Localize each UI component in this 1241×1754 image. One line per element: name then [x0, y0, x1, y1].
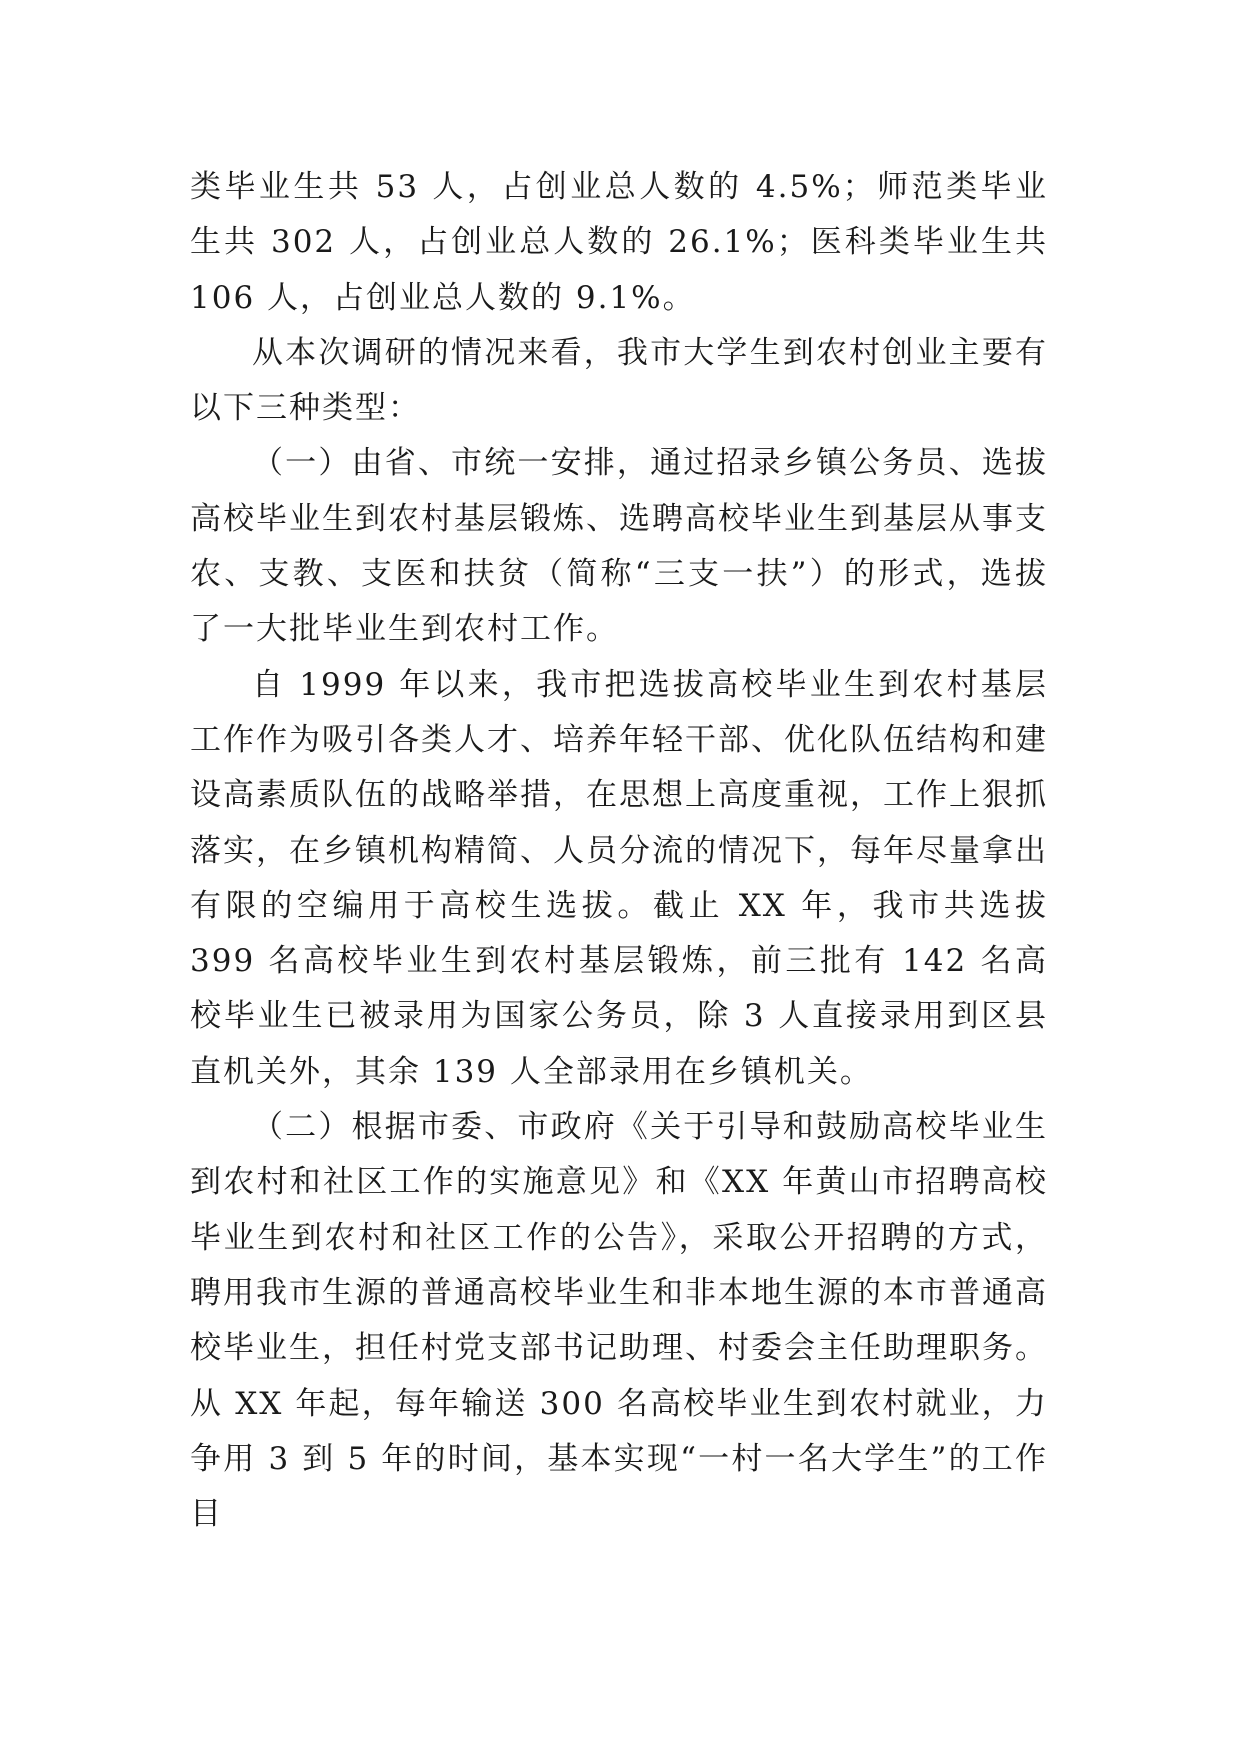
paragraph-type-one: （一）由省、市统一安排，通过招录乡镇公务员、选拔高校毕业生到农村基层锻炼、选聘高校毕业生到基层从事支农、支教、支医和扶贫（简称“三支一扶”）的形式，选拔了一大批毕业生到农村工作。 [190, 445, 1048, 648]
paragraph-survey-intro: 从本次调研的情况来看，我市大学生到农村创业主要有以下三种类型： [190, 334, 1048, 427]
document-body [190, 160, 1048, 1542]
paragraph-selection-history: 自 1999 年以来，我市把选拔高校毕业生到农村基层工作作为吸引各类人才、培养年轻干部、优化队伍结构和建设高素质队伍的战略举措，在思想上高度重视，工作上狠抓落实，在乡镇机构精简、人员分流的情况下，每年尽量拿出有限的空编用于高校生选拔。截止 XX 年，我市共选拔 399 名高校毕业生到农村基层锻炼，前三批有 142 名高校毕业生已被录用为国家公务员，除 3 人直接录用到区县直机关外，其余 139 人全部录用在乡镇机关。 [190, 666, 1048, 1090]
paragraph-enrollment-stats: 类毕业生共 53 人，占创业总人数的 4.5%；师范类毕业生共 302 人，占创业总人数的 26.1%；医科类毕业生共 106 人，占创业总人数的 9.1%。 [190, 169, 1048, 316]
paragraph-type-two: （二）根据市委、市政府《关于引导和鼓励高校毕业生到农村和社区工作的实施意见》和《XX 年黄山市招聘高校毕业生到农村和社区工作的公告》，采取公开招聘的方式，聘用我市生源的普通高校毕业生和非本地生源的本市普通高校毕业生，担任村党支部书记助理、村委会主任助理职务。从 XX 年起，每年输送 300 名高校毕业生到农村就业，力争用 3 到 5 年的时间，基本实现“一村一名大学生”的工作目 [190, 1109, 1048, 1533]
